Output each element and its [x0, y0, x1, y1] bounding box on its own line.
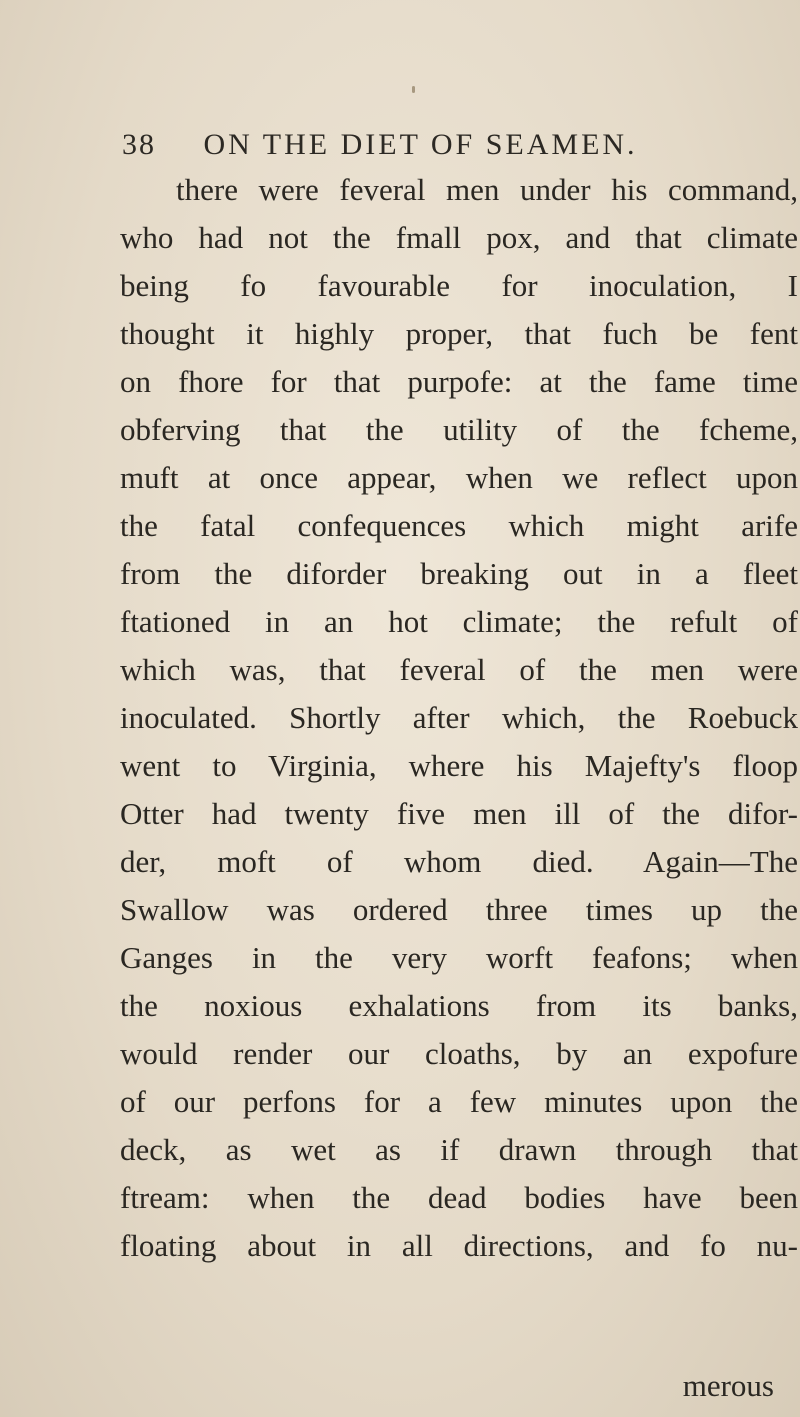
text-line: inoculated. Shortly after which, the Roebuck	[120, 700, 798, 735]
text-line: thought it highly proper, that fuch be fent	[120, 316, 798, 351]
text-line: who had not the fmall pox, and that climate	[120, 220, 798, 255]
page-number: 38	[122, 128, 156, 161]
text-line: the fatal confequences which might arife	[120, 508, 798, 543]
text-line: Ganges in the very worft feafons; when	[120, 940, 798, 975]
text-line: which was, that feveral of the men were	[120, 652, 798, 687]
running-head	[122, 128, 702, 164]
text-line: ftationed in an hot climate; the refult of	[120, 604, 798, 639]
text-line: on fhore for that purpofe: at the fame time	[120, 364, 798, 399]
text-line: deck, as wet as if drawn through that	[120, 1132, 798, 1167]
text-line: obferving that the utility of the fcheme,	[120, 412, 798, 447]
text-line: there were feveral men under his command,	[176, 172, 798, 207]
catchword: merous	[682, 1368, 774, 1403]
running-title: ON THE DIET OF SEAMEN.	[203, 128, 638, 161]
text-line: ftream: when the dead bodies have been	[120, 1180, 798, 1215]
text-line: floating about in all directions, and fo nu-	[120, 1228, 798, 1263]
text-line: Otter had twenty five men ill of the difor-	[120, 796, 798, 831]
text-line: the noxious exhalations from its banks,	[120, 988, 798, 1023]
text-line: being fo favourable for inoculation, I	[120, 268, 798, 303]
text-line: der, moft of whom died. Again—The	[120, 844, 798, 879]
text-line: would render our cloaths, by an expofure	[120, 1036, 798, 1071]
ink-speck	[412, 86, 415, 93]
text-line: went to Virginia, where his Majefty's floop	[120, 748, 798, 783]
text-line: Swallow was ordered three times up the	[120, 892, 798, 927]
text-line: of our perfons for a few minutes upon the	[120, 1084, 798, 1119]
text-line: from the diforder breaking out in a fleet	[120, 556, 798, 591]
text-line: muft at once appear, when we reflect upon	[120, 460, 798, 495]
